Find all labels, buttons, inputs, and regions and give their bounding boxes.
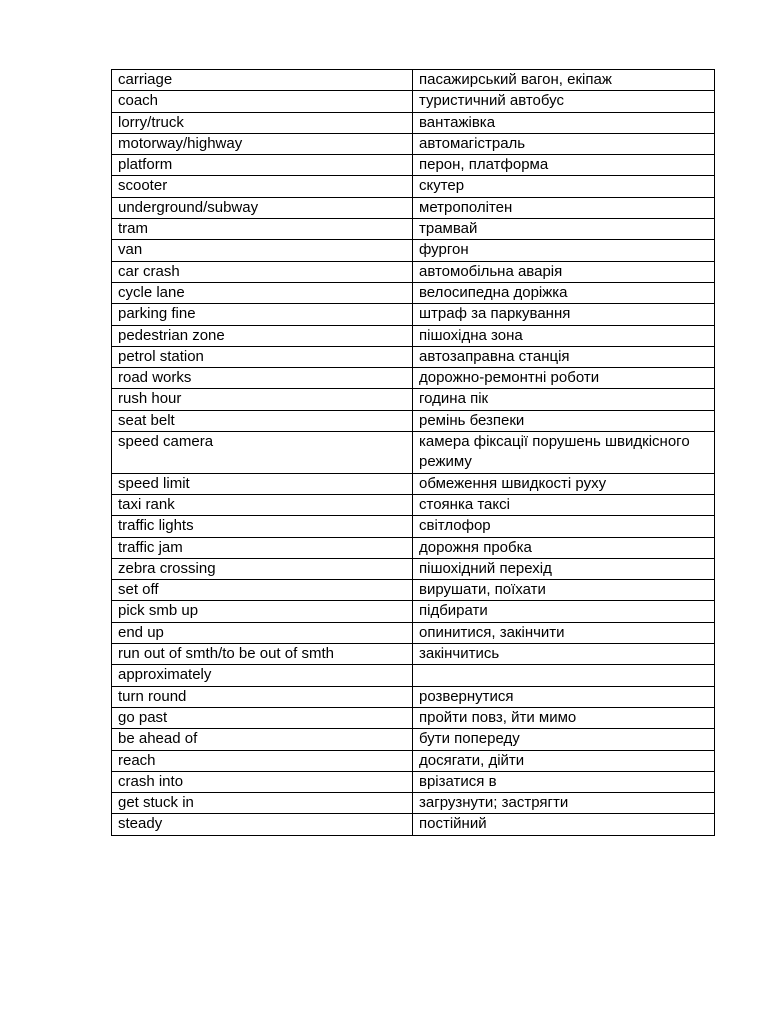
table-row (112, 580, 715, 601)
ukrainian-translation-cell: дорожня пробка (413, 537, 715, 558)
ukrainian-translation-cell: автозаправна станція (413, 346, 715, 367)
english-term-cell: tram (112, 219, 413, 240)
ukrainian-translation-cell: стоянка таксі (413, 494, 715, 515)
ukrainian-translation-cell: вантажівка (413, 112, 715, 133)
english-term-cell: lorry/truck (112, 112, 413, 133)
table-row (112, 750, 715, 771)
table-row (112, 389, 715, 410)
ukrainian-translation-cell: перон, платформа (413, 155, 715, 176)
table-row (112, 155, 715, 176)
ukrainian-translation-cell: штраф за паркування (413, 304, 715, 325)
english-term-cell: coach (112, 91, 413, 112)
table-row (112, 729, 715, 750)
table-row (112, 133, 715, 154)
ukrainian-translation-cell: опинитися, закінчити (413, 622, 715, 643)
english-term-cell: turn round (112, 686, 413, 707)
ukrainian-translation-cell: закінчитись (413, 644, 715, 665)
table-row (112, 112, 715, 133)
table-row (112, 814, 715, 835)
table-row (112, 494, 715, 515)
table-row (112, 325, 715, 346)
table-row (112, 665, 715, 686)
english-term-cell: rush hour (112, 389, 413, 410)
ukrainian-translation-cell: загрузнути; застрягти (413, 793, 715, 814)
table-row (112, 197, 715, 218)
table-row (112, 282, 715, 303)
ukrainian-translation-cell: фургон (413, 240, 715, 261)
english-term-cell: speed camera (112, 432, 413, 474)
english-term-cell: seat belt (112, 410, 413, 431)
ukrainian-translation-cell: метрополітен (413, 197, 715, 218)
english-term-cell: carriage (112, 70, 413, 91)
vocabulary-table-body (112, 70, 715, 836)
table-row (112, 368, 715, 389)
ukrainian-translation-cell: автомагістраль (413, 133, 715, 154)
table-row (112, 410, 715, 431)
ukrainian-translation-cell: автомобільна аварія (413, 261, 715, 282)
english-term-cell: pedestrian zone (112, 325, 413, 346)
table-row (112, 601, 715, 622)
table-row (112, 176, 715, 197)
ukrainian-translation-cell: підбирати (413, 601, 715, 622)
english-term-cell: approximately (112, 665, 413, 686)
table-row (112, 707, 715, 728)
ukrainian-translation-cell: пасажирський вагон, екіпаж (413, 70, 715, 91)
ukrainian-translation-cell: розвернутися (413, 686, 715, 707)
english-term-cell: car crash (112, 261, 413, 282)
ukrainian-translation-cell: пішохідний перехід (413, 558, 715, 579)
ukrainian-translation-cell: година пік (413, 389, 715, 410)
ukrainian-translation-cell (413, 665, 715, 686)
english-term-cell: crash into (112, 771, 413, 792)
ukrainian-translation-cell: дорожно-ремонтні роботи (413, 368, 715, 389)
ukrainian-translation-cell: велосипедна доріжка (413, 282, 715, 303)
english-term-cell: go past (112, 707, 413, 728)
english-term-cell: get stuck in (112, 793, 413, 814)
ukrainian-translation-cell: скутер (413, 176, 715, 197)
ukrainian-translation-cell: камера фіксації порушень швидкісного режиму (413, 432, 715, 474)
ukrainian-translation-cell: вирушати, поїхати (413, 580, 715, 601)
table-row (112, 432, 715, 474)
ukrainian-translation-cell: пішохідна зона (413, 325, 715, 346)
english-term-cell: traffic jam (112, 537, 413, 558)
english-term-cell: set off (112, 580, 413, 601)
ukrainian-translation-cell: туристичний автобус (413, 91, 715, 112)
english-term-cell: parking fine (112, 304, 413, 325)
table-row (112, 473, 715, 494)
table-row (112, 346, 715, 367)
english-term-cell: platform (112, 155, 413, 176)
english-term-cell: petrol station (112, 346, 413, 367)
english-term-cell: be ahead of (112, 729, 413, 750)
english-term-cell: traffic lights (112, 516, 413, 537)
english-term-cell: speed limit (112, 473, 413, 494)
english-term-cell: taxi rank (112, 494, 413, 515)
table-row (112, 622, 715, 643)
table-row (112, 304, 715, 325)
english-term-cell: run out of smth/to be out of smth (112, 644, 413, 665)
table-row (112, 686, 715, 707)
ukrainian-translation-cell: світлофор (413, 516, 715, 537)
english-term-cell: van (112, 240, 413, 261)
english-term-cell: steady (112, 814, 413, 835)
vocabulary-table (111, 69, 715, 836)
table-row (112, 793, 715, 814)
table-row (112, 644, 715, 665)
table-row (112, 537, 715, 558)
english-term-cell: motorway/highway (112, 133, 413, 154)
english-term-cell: cycle lane (112, 282, 413, 303)
ukrainian-translation-cell: досягати, дійти (413, 750, 715, 771)
table-row (112, 70, 715, 91)
table-row (112, 558, 715, 579)
table-row (112, 240, 715, 261)
english-term-cell: zebra crossing (112, 558, 413, 579)
ukrainian-translation-cell: обмеження швидкості руху (413, 473, 715, 494)
ukrainian-translation-cell: врізатися в (413, 771, 715, 792)
english-term-cell: scooter (112, 176, 413, 197)
ukrainian-translation-cell: ремінь безпеки (413, 410, 715, 431)
table-row (112, 219, 715, 240)
english-term-cell: road works (112, 368, 413, 389)
english-term-cell: underground/subway (112, 197, 413, 218)
table-row (112, 516, 715, 537)
ukrainian-translation-cell: постійний (413, 814, 715, 835)
ukrainian-translation-cell: пройти повз, йти мимо (413, 707, 715, 728)
table-row (112, 261, 715, 282)
english-term-cell: pick smb up (112, 601, 413, 622)
english-term-cell: end up (112, 622, 413, 643)
table-row (112, 91, 715, 112)
english-term-cell: reach (112, 750, 413, 771)
table-row (112, 771, 715, 792)
ukrainian-translation-cell: бути попереду (413, 729, 715, 750)
ukrainian-translation-cell: трамвай (413, 219, 715, 240)
